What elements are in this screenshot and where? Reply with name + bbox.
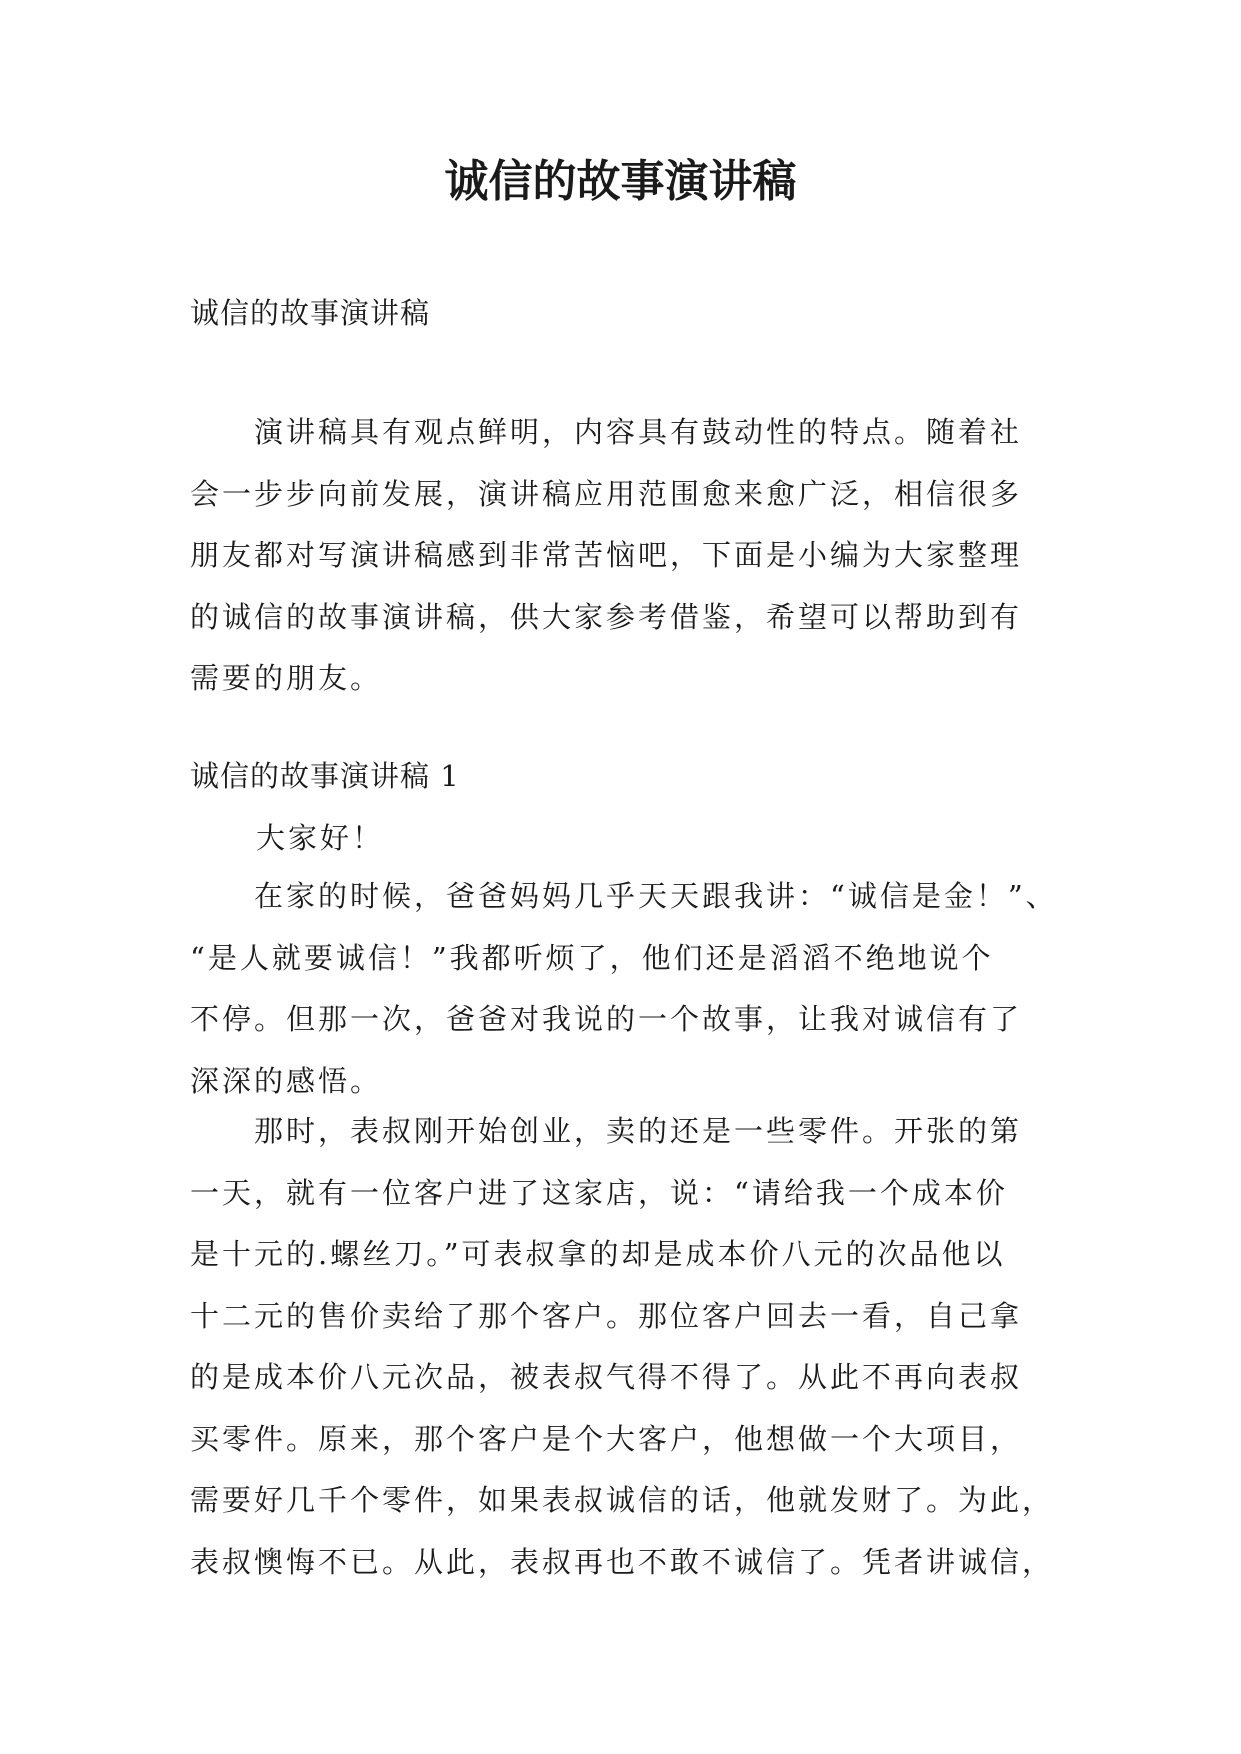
- section-heading: 诚信的故事演讲稿 1: [190, 759, 460, 793]
- story-line: 不停。但那一次，爸爸对我说的一个故事，让我对诚信有了: [190, 1002, 1023, 1036]
- greeting: 大家好！: [256, 821, 385, 855]
- story-line: 在家的时候，爸爸妈妈几乎天天跟我讲：“诚信是金！”、: [190, 879, 1058, 913]
- story-paragraph-1: [190, 866, 1070, 1112]
- document-subtitle: 诚信的故事演讲稿: [190, 296, 431, 330]
- story-line: 十二元的售价卖给了那个客户。那位客户回去一看，自己拿: [190, 1298, 1023, 1333]
- story-line: 一天，就有一位客户进了这家店，说：“请给我一个成本价: [190, 1175, 1008, 1210]
- intro-line: 需要的朋友。: [190, 661, 383, 695]
- intro-paragraph: [190, 402, 1070, 710]
- intro-line: 会一步步向前发展，演讲稿应用范围愈来愈广泛，相信很多: [190, 476, 1023, 511]
- document-title: 诚信的故事演讲稿: [444, 156, 797, 207]
- intro-line: 演讲稿具有观点鲜明，内容具有鼓动性的特点。随着社: [190, 415, 1023, 449]
- story-line: 是十元的.螺丝刀。”可表叔拿的却是成本价八元的次品他以: [190, 1237, 1006, 1271]
- story-line: 买零件。原来，那个客户是个大客户，他想做一个大项目，: [190, 1421, 1023, 1456]
- story-line: “是人就要诚信！”我都听烦了，他们还是滔滔不绝地说个: [190, 940, 994, 975]
- intro-line: 朋友都对写演讲稿感到非常苦恼吧，下面是小编为大家整理: [190, 538, 1023, 572]
- story-line: 的是成本价八元次品，被表叔气得不得了。从此不再向表叔: [190, 1360, 1023, 1394]
- intro-line: 的诚信的故事演讲稿，供大家参考借鉴，希望可以帮助到有: [190, 599, 1023, 634]
- story-paragraph-2: [190, 1101, 1070, 1593]
- story-line: 表叔懊悔不已。从此，表叔再也不敢不诚信了。凭者讲诚信，: [190, 1544, 1055, 1579]
- story-line: 深深的感悟。: [190, 1063, 383, 1098]
- story-line: 那时，表叔刚开始创业，卖的还是一些零件。开张的第: [190, 1114, 1023, 1148]
- story-line: 需要好几千个零件，如果表叔诚信的话，他就发财了。为此，: [190, 1483, 1055, 1517]
